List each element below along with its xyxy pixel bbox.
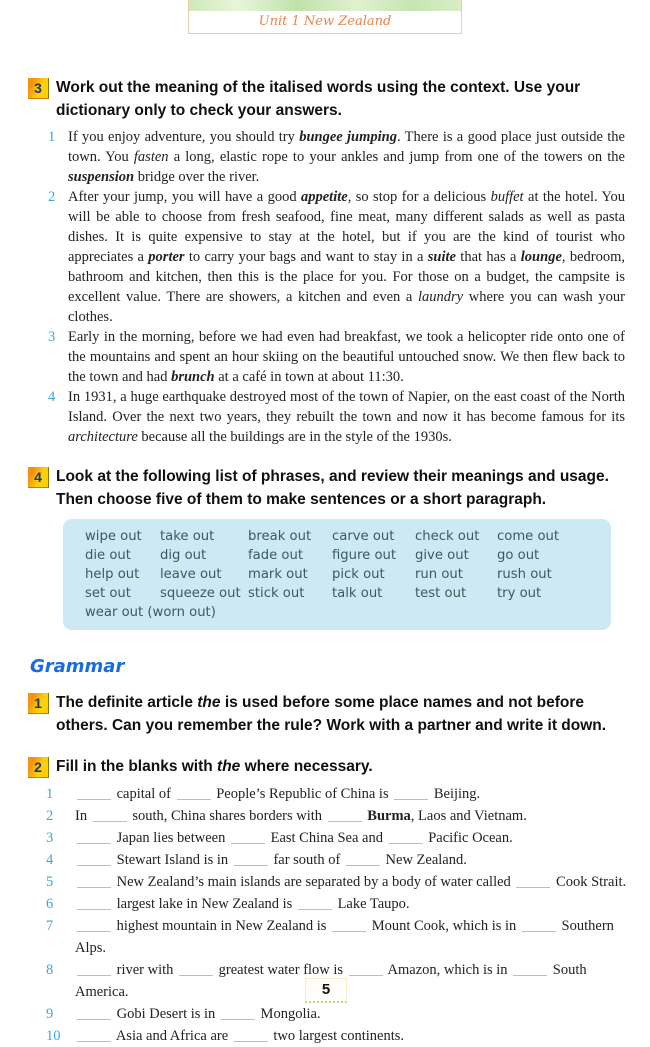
fill-item-10-number: 10 (46, 1028, 61, 1044)
phrase-item: break out (248, 529, 312, 544)
phrase-item: mark out (248, 567, 308, 582)
blank-underline (389, 830, 423, 844)
passage-item-1 (0, 127, 650, 187)
page-number: 5 (305, 978, 347, 1003)
fill-item-10-text: Asia and Africa are two largest continents. (75, 1025, 642, 1047)
blank-underline (177, 786, 211, 800)
fill-item-1-text: capital of People’s Republic of China is Beijing. (75, 783, 642, 805)
blank-underline (516, 874, 550, 888)
fill-item-7-text: highest mountain in New Zealand is Mount Cook, which is in Southern Alps. (75, 918, 614, 956)
fill-item-10 (0, 1025, 650, 1047)
phrase-item: go out (497, 548, 540, 563)
fill-item-7-number: 7 (46, 918, 54, 934)
fill-item-4 (0, 849, 650, 871)
passage-item-2-number: 2 (48, 189, 56, 205)
blank-underline (332, 918, 366, 932)
blank-underline (234, 1028, 268, 1042)
task-3-heading (0, 76, 650, 122)
phrase-item: dig out (160, 548, 207, 563)
phrase-item: talk out (332, 586, 383, 601)
fill-item-8-number: 8 (46, 962, 54, 978)
blank-underline (77, 1006, 111, 1020)
fill-item-6 (0, 893, 650, 915)
fill-item-5-number: 5 (46, 874, 54, 890)
unit-header-texture (189, 0, 461, 11)
unit-header (188, 0, 462, 34)
fill-item-2-number: 2 (46, 808, 54, 824)
phrase-item: leave out (160, 567, 222, 582)
fill-item-8-text: river with greatest water flow is Amazon, which is in South America. (75, 962, 587, 1000)
blank-underline (234, 852, 268, 866)
phrase-list-box (63, 519, 611, 630)
phrase-item: carve out (332, 529, 395, 544)
passage-item-1-number: 1 (48, 129, 56, 145)
task-4-number-badge: 4 (28, 467, 49, 488)
phrase-item: try out (497, 586, 542, 601)
blank-underline (77, 962, 111, 976)
phrase-item: figure out (332, 548, 397, 563)
phrase-item: check out (415, 529, 480, 544)
blank-underline (231, 830, 265, 844)
task-4-heading (0, 465, 650, 511)
passage-item-3-text: Early in the morning, before we had even had breakfast, we took a helicopter ride onto one of the mountains and spent an hour skiing on the beautiful untouched snow. We then flew back to the town and had brunch at a café in town at about 11:30. (68, 329, 625, 385)
grammar-task-1-heading-text: The definite article the is used before some place names and not before others. Can you remember the rule? Work with a partner and write it down. (56, 694, 607, 734)
fill-item-2 (0, 805, 650, 827)
blank-underline (346, 852, 380, 866)
passage-item-2 (0, 187, 650, 327)
phrase-item: rush out (497, 567, 552, 582)
blank-underline (77, 896, 111, 910)
blank-underline (77, 786, 111, 800)
blank-underline (221, 1006, 255, 1020)
fill-in-blanks-list (0, 783, 650, 1047)
blank-underline (298, 896, 332, 910)
phrase-item: pick out (332, 567, 385, 582)
phrase-item: wear out (worn out) (85, 605, 216, 620)
phrase-item: help out (85, 567, 140, 582)
passage-item-3 (0, 327, 650, 387)
blank-underline (77, 852, 111, 866)
fill-item-1 (0, 783, 650, 805)
fill-item-9-number: 9 (46, 1006, 54, 1022)
fill-item-3-number: 3 (46, 830, 54, 846)
passage-item-2-text: After your jump, you will have a good appetite, so stop for a delicious buffet at the hotel. You will be able to choose from fresh seafood, fine meat, many different salads as well as pasta dishes. It is quite expensive to stay at the hotel, but if you are the kind of tourist who appreciates a porter to carry your bags and want to stay in a suite that has a lounge, bedroom, bathroom and kitchen, then this is the place for you. For those on a budget, the campsite is excellent value. There are showers, a kitchen and even a laundry where you can wash your clothes. (68, 189, 626, 325)
passage-item-4-number: 4 (48, 389, 56, 405)
blank-underline (77, 1028, 111, 1042)
phrase-item: stick out (248, 586, 305, 601)
grammar-section-title: Grammar (30, 656, 125, 677)
phrase-item: die out (85, 548, 131, 563)
fill-item-4-number: 4 (46, 852, 54, 868)
fill-item-2-text: In south, China shares borders with Burma, Laos and Vietnam. (75, 808, 527, 824)
blank-underline (179, 962, 213, 976)
passage-item-4-text: In 1931, a huge earthquake destroyed most of the town of Napier, on the east coast of the North Island. Over the next two years, they rebuilt the town and now it has become famous for its architecture because all the buildings are in the style of the 1930s. (68, 389, 625, 445)
blank-underline (328, 808, 362, 822)
fill-item-6-number: 6 (46, 896, 54, 912)
phrase-item: come out (497, 529, 560, 544)
fill-item-7 (0, 915, 650, 959)
fill-item-5-text: New Zealand’s main islands are separated by a body of water called Cook Strait. (75, 871, 642, 893)
grammar-task-1-number-badge: 1 (28, 693, 49, 714)
blank-underline (522, 918, 556, 932)
blank-underline (394, 786, 428, 800)
blank-underline (77, 918, 111, 932)
phrase-item: test out (415, 586, 467, 601)
task-3-heading-text: Work out the meaning of the italised words using the context. Use your dictionary only to check your answers. (56, 79, 581, 119)
passage-item-3-number: 3 (48, 329, 56, 345)
grammar-task-1-heading (0, 691, 650, 737)
phrase-item: take out (160, 529, 215, 544)
task-4-heading-text: Look at the following list of phrases, and review their meanings and usage. Then choose five of them to make sentences or a short paragraph. (56, 468, 609, 508)
fill-item-1-number: 1 (46, 786, 54, 802)
fill-item-3 (0, 827, 650, 849)
fill-item-9 (0, 1003, 650, 1025)
passage-item-4 (0, 387, 650, 447)
fill-item-4-text: Stewart Island is in far south of New Zealand. (75, 849, 642, 871)
unit-title: Unit 1 New Zealand (258, 14, 392, 29)
phrase-item: squeeze out (160, 586, 241, 601)
blank-underline (77, 830, 111, 844)
fill-item-6-text: largest lake in New Zealand is Lake Taupo. (75, 893, 642, 915)
grammar-task-2-number-badge: 2 (28, 757, 49, 778)
passage-item-1-text: If you enjoy adventure, you should try bungee jumping. There is a good place just outside the town. You fasten a long, elastic rope to your ankles and jump from one of the towers on the suspension bridge over the river. (68, 129, 625, 185)
grammar-task-2-heading (0, 755, 650, 778)
phrase-item: fade out (248, 548, 303, 563)
blank-underline (513, 962, 547, 976)
grammar-task-2-heading-text: Fill in the blanks with the where necessary. (56, 758, 373, 775)
passage-list (0, 127, 650, 447)
phrase-item: set out (85, 586, 131, 601)
phrase-item: give out (415, 548, 469, 563)
blank-underline (93, 808, 127, 822)
fill-item-5 (0, 871, 650, 893)
fill-item-9-text: Gobi Desert is in Mongolia. (75, 1003, 642, 1025)
phrase-item: wipe out (85, 529, 142, 544)
task-3-number-badge: 3 (28, 78, 49, 99)
blank-underline (77, 874, 111, 888)
blank-underline (349, 962, 383, 976)
fill-item-3-text: Japan lies between East China Sea and Pacific Ocean. (75, 827, 642, 849)
phrase-item: run out (415, 567, 463, 582)
